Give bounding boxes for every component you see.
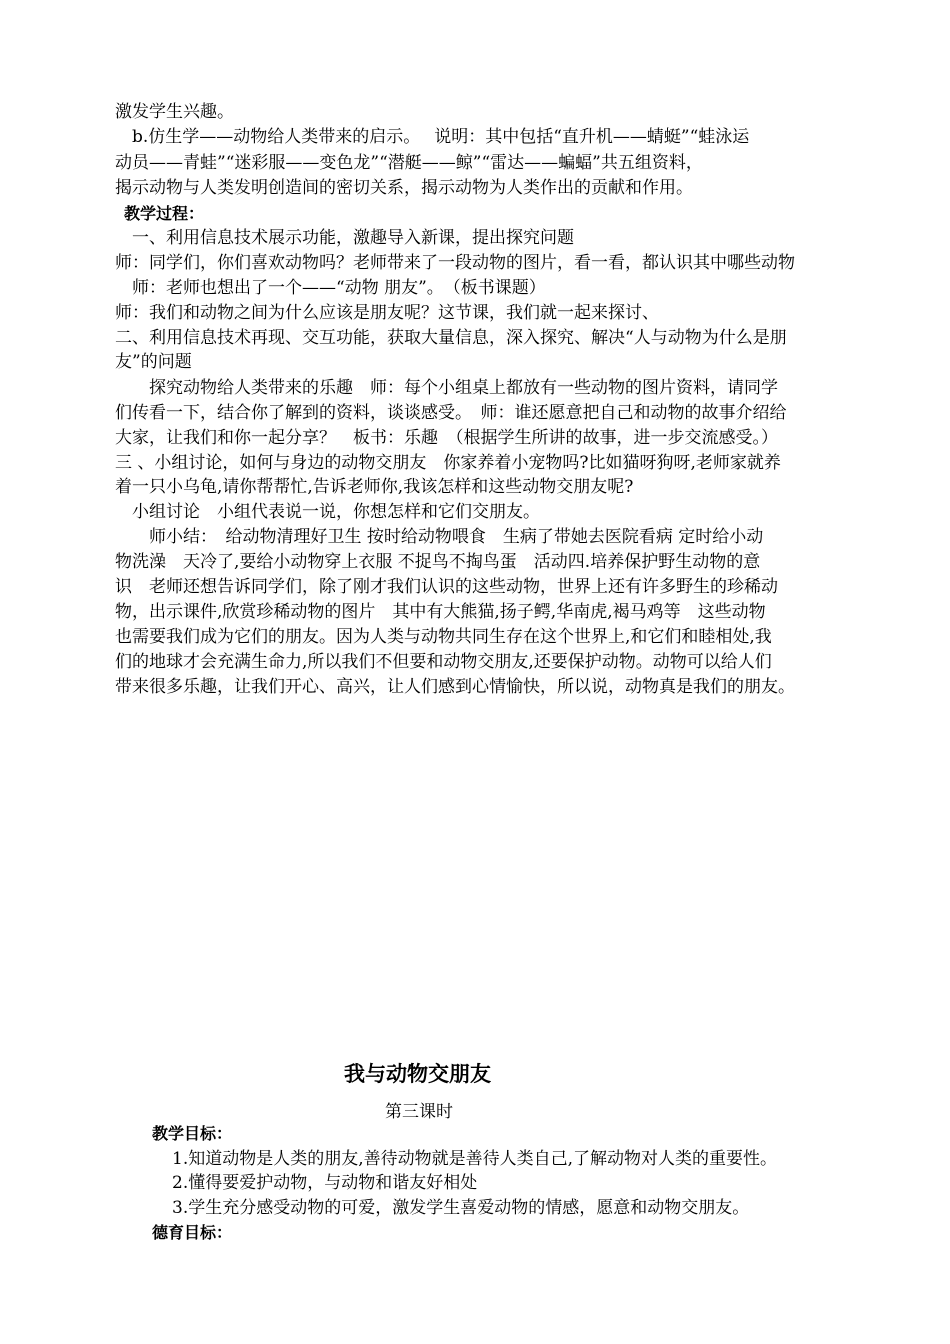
text-line: 激发学生兴趣。: [115, 102, 234, 122]
goals-heading: 教学目标：: [152, 1124, 233, 1143]
text-line: 一、利用信息技术展示功能，激趣导入新课，提出探究问题: [115, 228, 574, 248]
page-subtitle: 第三课时: [385, 1102, 453, 1122]
text-line: 小组讨论 小组代表说一说，你想怎样和它们交朋友。: [115, 502, 540, 522]
goal-item: 1.知道动物是人类的朋友,善待动物就是善待人类自己,了解动物对人类的重要性。: [172, 1149, 778, 1169]
text-line: 探究动物给人类带来的乐趣 师：每个小组桌上都放有一些动物的图片资料，请同学: [115, 378, 778, 398]
text-line: 师：老师也想出了一个——“动物 朋友”。 （板书课题）: [115, 278, 546, 298]
text-line: 揭示动物与人类发明创造间的密切关系，揭示动物为人类作出的贡献和作用。: [115, 178, 693, 198]
text-line: 友”的问题: [115, 352, 192, 372]
goal-item: 2.懂得要爱护动物，与动物和谐友好相处: [172, 1173, 478, 1193]
text-line: 师小结： 给动物清理好卫生 按时给动物喂食 生病了带她去医院看病 定时给小动: [115, 527, 764, 547]
text-line: 也需要我们成为它们的朋友。因为人类与动物共同生存在这个世界上,和它们和睦相处,我: [115, 627, 772, 647]
text-line: 大家，让我们和你一起分享？ 板书：乐趣 （根据学生所讲的故事，进一步交流感受。）: [115, 428, 778, 448]
text-line: 们的地球才会充满生命力,所以我们不但要和动物交朋友,还要保护动物。动物可以给人们: [115, 652, 772, 672]
page-title: 我与动物交朋友: [344, 1062, 491, 1086]
text-line: 着一只小乌龟,请你帮帮忙,告诉老师你,我该怎样和这些动物交朋友呢?: [115, 477, 634, 497]
text-line: 师：我们和动物之间为什么应该是朋友呢？这节课，我们就一起来探讨、: [115, 303, 659, 323]
text-line: 们传看一下，结合你了解到的资料，谈谈感受。 师：谁还愿意把自己和动物的故事介绍给: [115, 403, 787, 423]
text-line: 动员——青蛙”“迷彩服——变色龙”“潜艇——鲸”“雷达——蝙蝠”共五组资料，: [115, 153, 703, 173]
text-line: b.仿生学——动物给人类带来的启示。 说明：其中包括“直升机——蜻蜓”“蛙泳运: [115, 127, 750, 147]
process-heading: 教学过程：: [124, 204, 205, 223]
goal-item: 3.学生充分感受动物的可爱，激发学生喜爱动物的情感，愿意和动物交朋友。: [172, 1198, 750, 1218]
text-line: 二、利用信息技术再现、交互功能，获取大量信息，深入探究、解决“人与动物为什么是朋: [115, 328, 787, 348]
text-line: 识 老师还想告诉同学们，除了刚才我们认识的这些动物，世界上还有许多野生的珍稀动: [115, 577, 778, 597]
text-line: 物，出示课件,欣赏珍稀动物的图片 其中有大熊猫,扬子鳄,华南虎,褐马鸡等 这些动物: [115, 602, 766, 622]
text-line: 三 、小组讨论，如何与身边的动物交朋友 你家养着小宠物吗?比如猫呀狗呀,老师家就养: [115, 453, 781, 473]
text-line: 带来很多乐趣，让我们开心、高兴，让人们感到心情愉快，所以说，动物真是我们的朋友。: [115, 677, 795, 697]
text-line: 物洗澡 天冷了,要给小动物穿上衣服 不捉鸟不掏鸟蛋 活动四.培养保护野生动物的意: [115, 552, 761, 572]
moral-heading: 德育目标：: [152, 1223, 233, 1242]
text-line: 师：同学们，你们喜欢动物吗？老师带来了一段动物的图片，看一看，都认识其中哪些动物: [115, 253, 795, 273]
